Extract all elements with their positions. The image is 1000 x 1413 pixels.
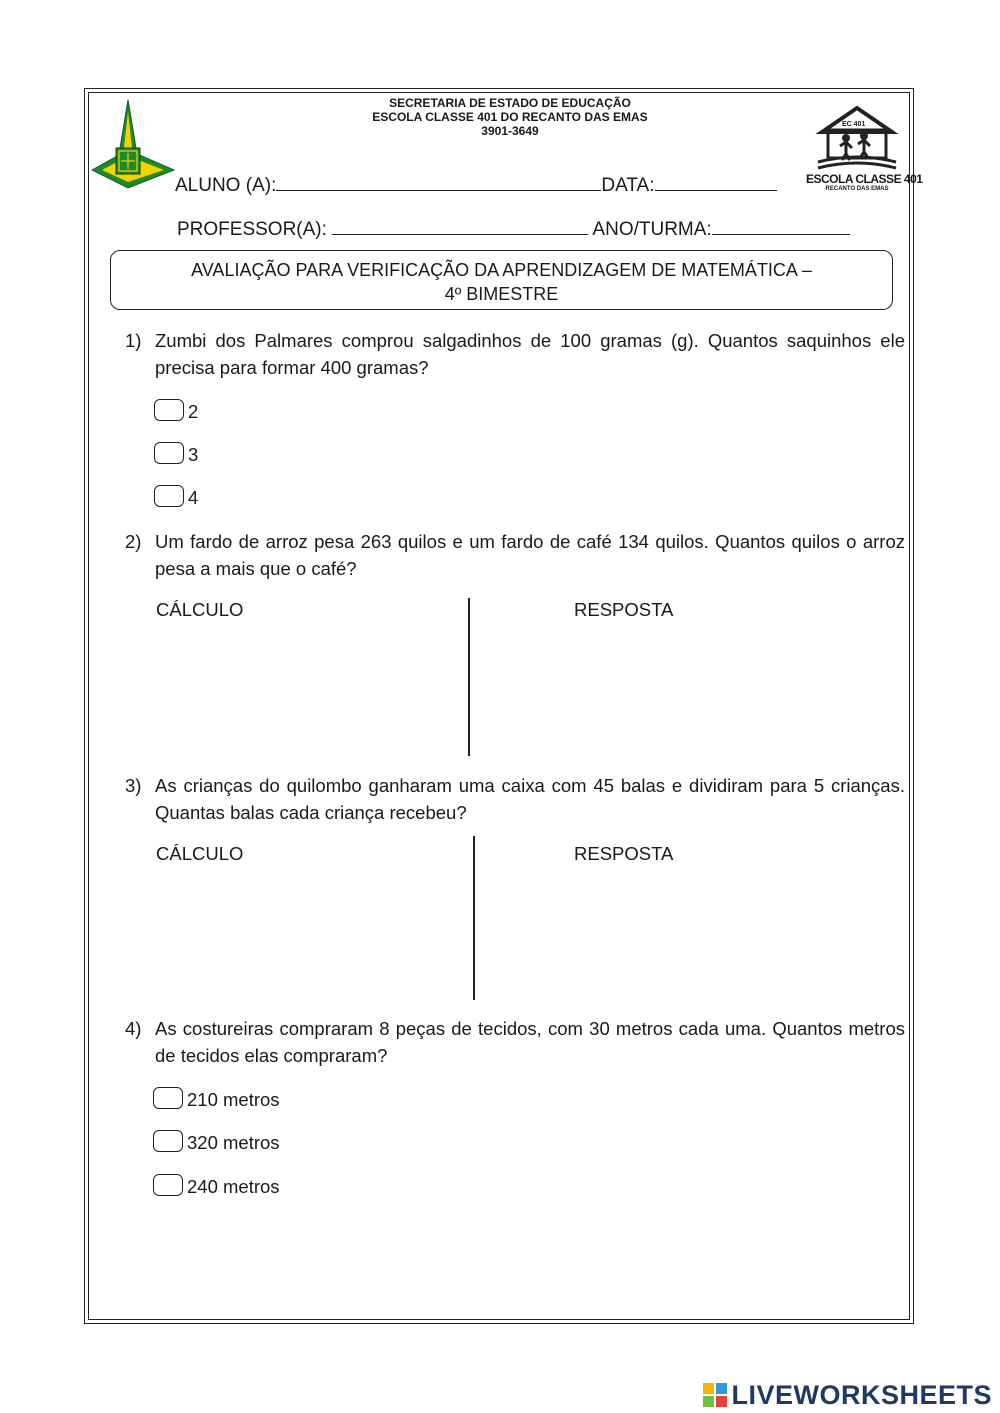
q2-divider [468,598,470,756]
question-text: Um fardo de arroz pesa 263 quilos e um fardo de café 134 quilos. Quantos quilos o arroz pesa a mais que o café? [155,531,905,579]
option-label: 3 [188,444,199,465]
option-label: 240 metros [187,1176,280,1197]
aluno-field[interactable] [276,172,601,191]
q4-option-2[interactable] [153,1130,280,1154]
aluno-label: ALUNO (A): [175,175,277,196]
q3-answer-area[interactable] [574,874,894,994]
question-text: As costureiras compraram 8 peças de tecidos, com 30 metros cada uma. Quantos metros de tecidos elas compraram? [155,1018,905,1066]
professor-label: PROFESSOR(A): [177,219,327,240]
option-label: 210 metros [187,1089,280,1110]
question-number: 3) [125,775,142,796]
q3-calc-area[interactable] [156,874,456,994]
checkbox[interactable] [154,399,184,421]
q4-option-3[interactable] [153,1174,280,1198]
checkbox[interactable] [154,442,184,464]
question-2 [125,528,905,582]
question-3 [125,772,905,826]
ano-turma-label: ANO/TURMA: [592,219,712,240]
q2-answer-label: RESPOSTA [574,599,674,620]
assessment-title-line1: AVALIAÇÃO PARA VERIFICAÇÃO DA APRENDIZAGEM DE MATEMÁTICA – [191,260,812,280]
ano-turma-field[interactable] [712,216,850,235]
professor-row [177,216,850,241]
aluno-row [175,172,777,197]
q2-calc-label: CÁLCULO [156,599,244,620]
checkbox[interactable] [153,1130,183,1152]
q1-option-3[interactable] [154,485,198,509]
checkbox[interactable] [153,1174,183,1196]
header-line-secretaria: SECRETARIA DE ESTADO DE EDUCAÇÃO [389,96,631,110]
option-label: 4 [188,487,199,508]
q3-calc-label: CÁLCULO [156,843,244,864]
question-4 [125,1015,905,1069]
school-logo-name: ESCOLA CLASSE 401 [806,172,923,186]
q2-calc-area[interactable] [156,630,456,750]
state-emblem-icon [90,98,176,190]
header-line-escola: ESCOLA CLASSE 401 DO RECANTO DAS EMAS [372,110,648,124]
assessment-title-box [110,250,893,310]
q1-option-2[interactable] [154,442,198,466]
question-number: 4) [125,1018,142,1039]
header-line-phone: 3901-3649 [481,124,539,138]
assessment-title-line2: 4º BIMESTRE [444,284,559,304]
professor-field[interactable] [332,216,588,235]
header-block [200,96,820,138]
question-number: 1) [125,330,142,351]
liveworksheets-brand [703,1380,992,1411]
checkbox[interactable] [153,1087,183,1109]
data-field[interactable] [655,172,777,191]
q3-divider [473,836,475,1000]
school-logo-badge: EC 401 [842,121,866,128]
liveworksheets-text: LIVEWORKSHEETS [731,1380,992,1410]
question-text: Zumbi dos Palmares comprou salgadinhos de 100 gramas (g). Quantos saquinhos ele precisa para formar 400 gramas? [155,330,905,378]
q3-answer-label: RESPOSTA [574,843,674,864]
school-logo-subname: RECANTO DAS EMAS [825,186,889,192]
q4-option-1[interactable] [153,1087,280,1111]
option-label: 320 metros [187,1132,280,1153]
q1-option-1[interactable] [154,399,198,423]
checkbox[interactable] [154,485,184,507]
q2-answer-area[interactable] [574,630,894,750]
question-number: 2) [125,531,142,552]
option-label: 2 [188,401,199,422]
school-logo [806,104,923,196]
school-house-icon [812,104,902,174]
question-1 [125,327,905,381]
liveworksheets-logo-icon [703,1383,727,1407]
data-label: DATA: [601,175,655,196]
question-text: As crianças do quilombo ganharam uma caixa com 45 balas e dividiram para 5 crianças. Quantas balas cada criança recebeu? [155,775,905,823]
